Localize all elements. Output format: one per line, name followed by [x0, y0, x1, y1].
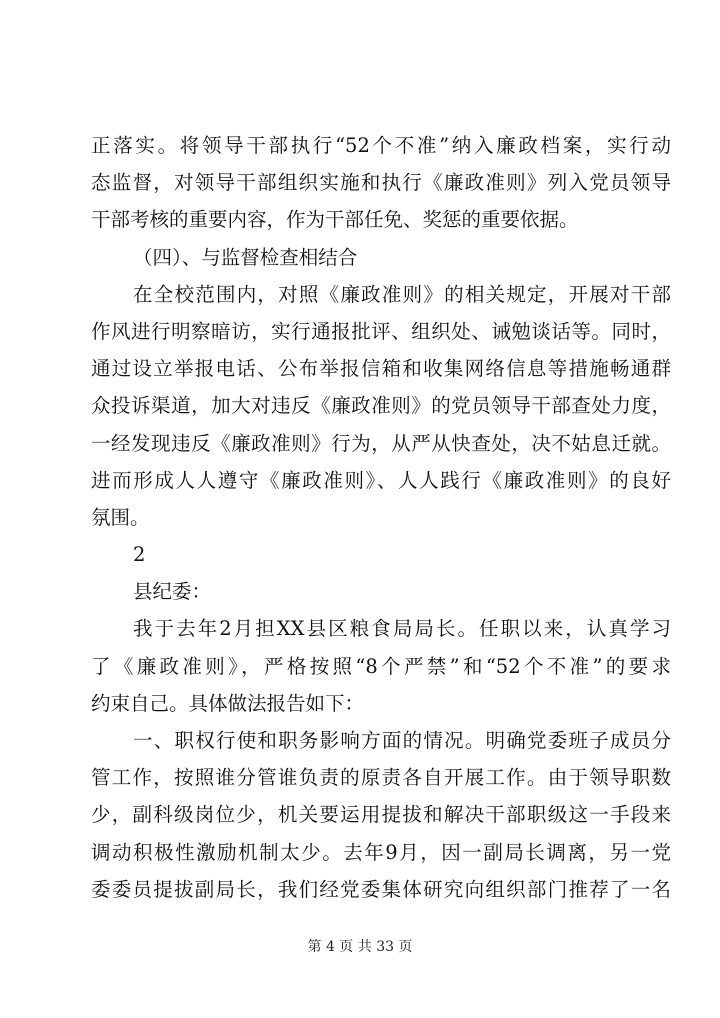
text-line: 约束自己。具体做法报告如下：	[91, 691, 365, 715]
text-line: 通过设立举报电话、公布举报信箱和收集网络信息等措施畅通群	[91, 357, 671, 381]
text-line: 委委员提拔副局长，我们经党委集体研究向组织部门推荐了一名	[91, 877, 671, 901]
text-line: 2	[133, 543, 146, 567]
text-line: 进而形成人人遵守《廉政准则》、人人践行《廉政准则》的良好	[91, 468, 671, 492]
text-line: 众投诉渠道，加大对违反《廉政准则》的党员领导干部查处力度，	[91, 394, 671, 418]
text-line: 一、职权行使和职务影响方面的情况。明确党委班子成员分	[133, 729, 671, 752]
text-line: 态监督，对领导干部组织实施和执行《廉政准则》列入党员领导	[91, 171, 671, 195]
text-line: 了《廉政准则》，严格按照“8个严禁”和“52个不准”的要求	[91, 654, 671, 678]
text-line: 干部考核的重要内容，作为干部任免、奖惩的重要依据。	[91, 208, 579, 232]
text-line: 县纪委：	[133, 580, 212, 604]
text-line: 正落实。将领导干部执行“52个不准”纳入廉政档案，实行动	[91, 134, 671, 157]
document-body	[91, 127, 671, 908]
text-line: 调动积极性激励机制太少。去年9月，因一副局长调离，另一党	[91, 840, 671, 864]
text-line: （四）、与监督检查相结合	[133, 245, 358, 269]
text-line: 在全校范围内，对照《廉政准则》的相关规定，开展对干部	[133, 282, 671, 306]
text-line: 一经发现违反《廉政准则》行为，从严从快查处，决不姑息迁就。	[91, 431, 671, 455]
text-line: 氛围。	[91, 505, 150, 529]
page-footer: 第 4 页 共 33 页	[307, 939, 413, 955]
text-line: 我于去年2月担XX县区粮食局局长。任职以来，认真学习	[133, 617, 671, 641]
text-line: 管工作，按照谁分管谁负责的原责各自开展工作。由于领导职数	[91, 766, 671, 790]
text-line: 少，副科级岗位少，机关要运用提拔和解决干部职级这一手段来	[91, 803, 671, 827]
text-line: 作风进行明察暗访，实行通报批评、组织处、诫勉谈话等。同时，	[91, 319, 671, 343]
